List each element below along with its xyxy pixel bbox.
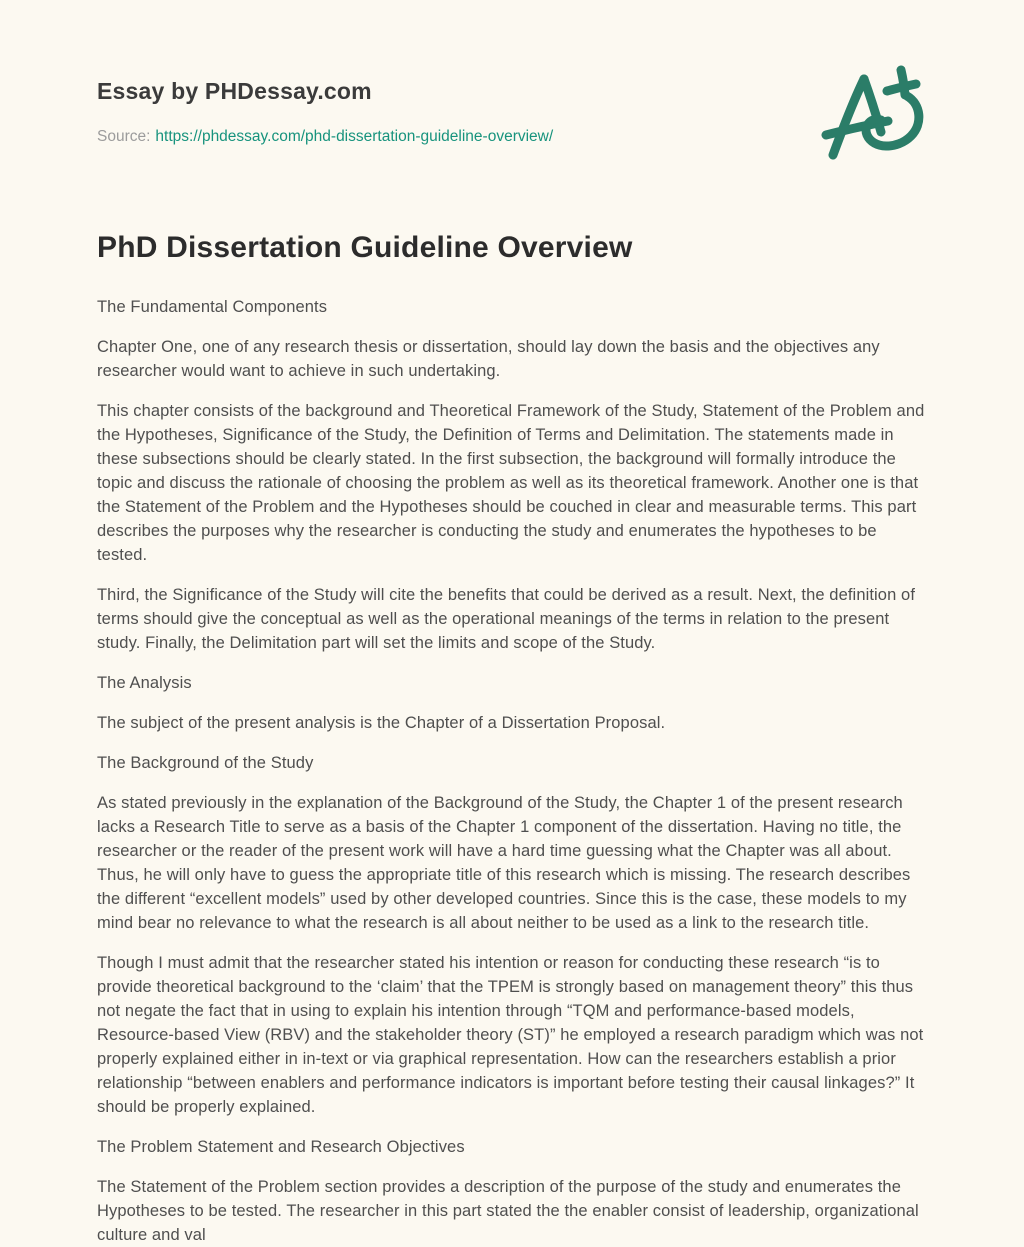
paragraph-problem-statement-heading: The Problem Statement and Research Objectives: [97, 1138, 465, 1156]
paragraph-fundamental-components: The Fundamental Components: [97, 298, 328, 316]
aplus-logo-icon: [821, 64, 931, 164]
paragraph-chapter-consists: This chapter consists of the background and Theoretical Framework of the Study, Statement of the Problem and the Hypotheses, Significance of the Study, the Definition of Terms and Delimitation. The statements made in these subsections should be clearly stated. In the first subsection, the background will formally introduce the topic and discuss the rationale of choosing the problem as well as its theoretical framework. Another one is that the Statement of the Problem and the Hypotheses should be couched in clear and measurable terms. This part describes the purposes why the researcher is conducting the study and enumerates the hypotheses to be tested.: [97, 402, 925, 564]
brand-title: Essay by PHDessay.com: [97, 78, 372, 104]
paragraph-subject: The subject of the present analysis is the Chapter of a Dissertation Proposal.: [97, 714, 666, 732]
page-title: PhD Dissertation Guideline Overview: [97, 231, 633, 264]
paragraph-significance: Third, the Significance of the Study will cite the benefits that could be derived as a result. Next, the definition of terms should give the conceptual as well as the operational meanings of the terms in relation to the present study. Finally, the Delimitation part will set the limits and scope of the Study.: [97, 586, 916, 652]
header: [97, 78, 927, 146]
paragraph-background-of-study: The Background of the Study: [97, 754, 314, 772]
source-link[interactable]: https://phdessay.com/phd-dissertation-guideline-overview/: [155, 128, 554, 145]
source-label: Source:: [97, 128, 151, 145]
source-line: [97, 128, 927, 146]
paragraph-chapter-one: Chapter One, one of any research thesis or dissertation, should lay down the basis and the objectives any researcher would want to achieve in such undertaking.: [97, 338, 880, 380]
paragraph-as-stated: As stated previously in the explanation of the Background of the Study, the Chapter 1 of the present research lacks a Research Title to serve as a basis of the Chapter 1 component of the dissertation. Having no title, the researcher or the reader of the present work will have a hard time guessing what the Chapter was all about. Thus, he will only have to guess the appropriate title of this research which is missing. The research describes the different “excellent models” used by other developed countries. Since this is the case, these models to my mind bear no relevance to what the research is all about neither to be used as a link to the research title.: [97, 794, 911, 932]
paragraph-though-admit: Though I must admit that the researcher stated his intention or reason for conducting these research “is to provide theoretical background to the ‘claim’ that the TPEM is strongly based on management theory” this thus not negate the fact that in using to explain his intention through “TQM and performance-based models, Resource-based View (RBV) and the stakeholder theory (ST)” he employed a research paradigm which was not properly explained either in in-text or via graphical representation. How can the researchers establish a prior relationship “between enablers and performance indicators is important before testing their causal linkages?” It should be properly explained.: [97, 954, 924, 1116]
article-body: [97, 295, 927, 1247]
paragraph-the-analysis: The Analysis: [97, 674, 192, 692]
paragraph-statement-section: The Statement of the Problem section provides a description of the purpose of the study and enumerates the Hypotheses to be tested. The researcher in this part stated the the enabler consist of leadership, organizational culture and val: [97, 1178, 919, 1244]
